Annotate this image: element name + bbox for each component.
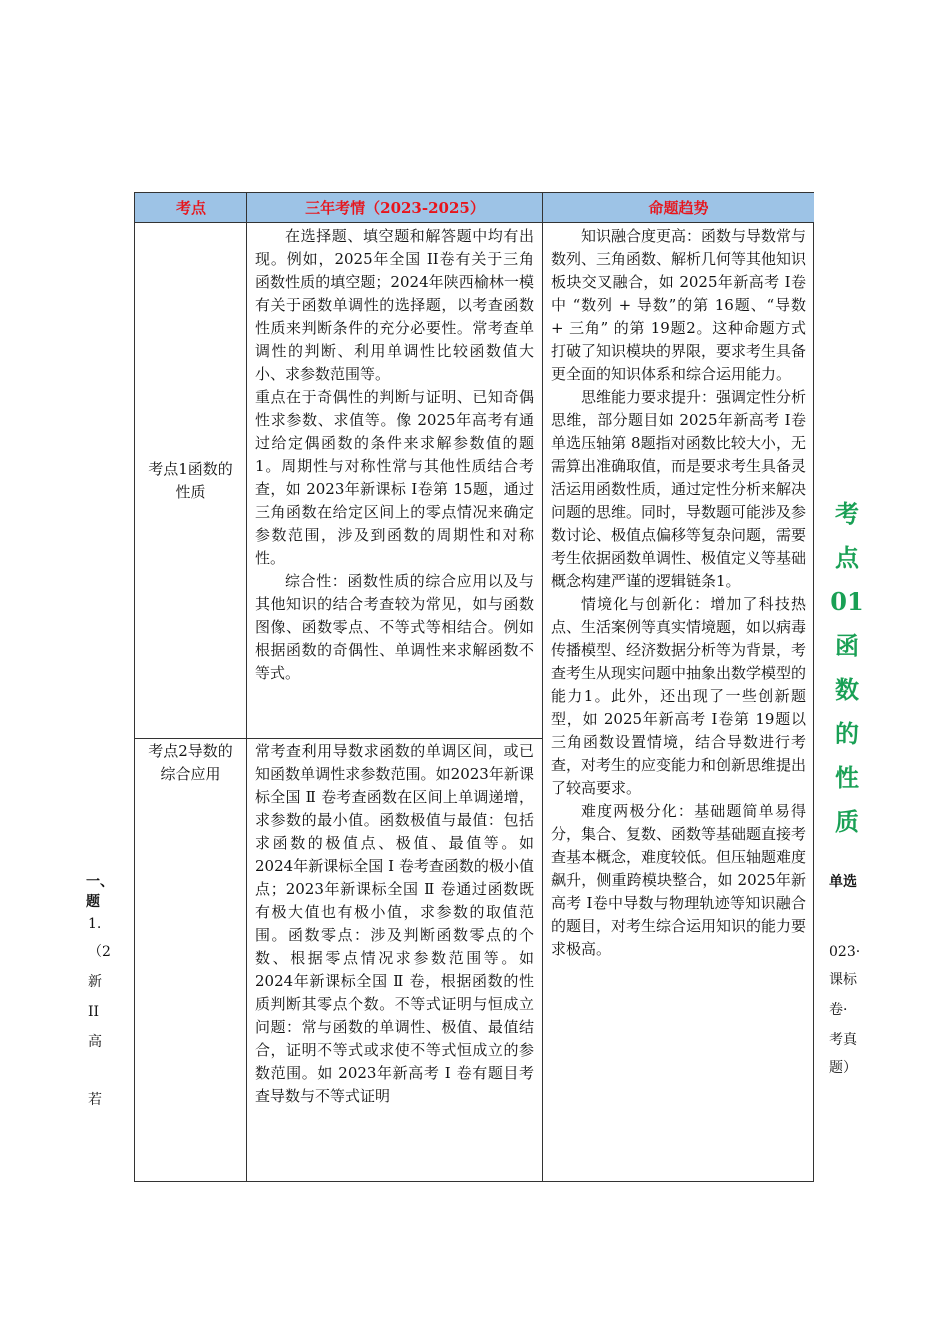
situation-1-para-1: 在选择题、填空题和解答题中均有出现。例如，2025年全国 II卷有关于三角函数性质的填空题；2024年陕西榆林一模有关于函数单调性的选择题，以考查函数性质来判断条件的充分必要性。常考查单调性的判断、利用单调性比较函数值大小、求参数范围等。	[255, 227, 534, 383]
title-char: 函	[835, 631, 859, 660]
title-char: 性	[835, 763, 859, 792]
trend-para-4: 难度两极分化：基础题简单易得分，集合、复数、函数等基础题直接考查基本概念，难度较低。但压轴题难度飙升，侧重跨模块整合，如 2025年新高考 I卷中导数与物理轨迹等知识融合的题目，对考生综合运用知识的能力要求极高。	[551, 802, 807, 958]
title-char: 点	[835, 543, 859, 572]
situation-1-para-3: 综合性：函数性质的综合应用以及与其他知识的结合考查较为常见，如与函数图像、函数零点、不等式等相结合。例如根据函数的奇偶性、单调性来求解函数不等式。	[255, 572, 534, 682]
header-situation: 三年考情（2023-2025）	[247, 193, 543, 223]
situation-1-para-2: 重点在于奇偶性的判断与证明、已知奇偶性求参数、求值等。像 2025年高考有通过给定偶函数的条件来求解参数值的题1。周期性与对称性常与其他性质结合考查，如 2023年新课标 I卷第 15题，通过三角函数在给定区间上的零点情况来确定参数范围，涉及到函数的周期性和对称性。	[255, 388, 534, 567]
side-fragment: 题）	[829, 1060, 857, 1076]
question-number: 1.	[88, 916, 102, 932]
trend-cell	[543, 225, 814, 961]
title-char: 质	[835, 807, 859, 836]
situation-1-cell	[247, 225, 542, 685]
exam-analysis-table	[134, 192, 814, 1182]
title-char: 01	[830, 587, 864, 616]
single-choice-label: 单选	[829, 874, 857, 890]
topic-2-cell	[135, 739, 246, 786]
title-char: 的	[835, 719, 859, 748]
vertical-section-title	[830, 492, 864, 844]
side-fragment: 考真	[829, 1032, 857, 1048]
trend-para-3: 情境化与创新化：增加了科技热点、生活案例等真实情境题，如以病毒传播模型、经济数据分析等为背景，考查考生从现实问题中抽象出数学模型的能力1。此外，还出现了一些创新题型，如 2025年新高考 I卷第 19题以三角函数设置情境，结合导数进行考查，对考生的应变能力和创新思维提出了较高要求。	[551, 595, 807, 797]
section-heading-fragment: 一、	[86, 874, 114, 890]
situation-2-cell	[247, 740, 542, 1108]
topic-2-label: 考点2导数的综合应用	[148, 742, 233, 783]
header-trend: 命题趋势	[543, 193, 814, 223]
header-topic: 考点	[135, 193, 247, 223]
left-fragment: 若	[88, 1092, 102, 1108]
left-fragment: （2	[88, 944, 111, 960]
left-fragment: 新	[88, 974, 102, 990]
topic-1-label: 考点1函数的性质	[148, 459, 233, 501]
trend-para-2: 思维能力要求提升：强调定性分析思维，部分题目如 2025年新高考 I卷单选压轴第 8题指对函数比较大小，无需算出准确取值，而是要求考生具备灵活运用函数性质，通过定性分析来解决问题的思维。同时，导数题可能涉及参数讨论、极值点偏移等复杂问题，需要考生依据函数单调性、极值定义等基础概念构建严谨的逻辑链条1。	[551, 388, 807, 590]
side-fragment: 023·	[829, 944, 861, 960]
situation-2-para-1: 常考查利用导数求函数的单调区间，或已知函数单调性求参数范围。如2023年新课标全国 Ⅱ 卷考查函数在区间上单调递增，求参数的最小值。函数极值与最值：包括求函数的极值点、极值、最值等。如 2024年新课标全国 Ⅰ 卷考查函数的极小值点；2023年新课标全国 Ⅱ 卷通过函数既有极大值也有极小值，求参数的取值范围。函数零点：涉及判断函数零点的个数、根据零点情况求参数范围等。如 2024年新课标全国 Ⅱ 卷，根据函数的性质判断其零点个数。不等式证明与恒成立问题：常与函数的单调性、极值、最值结合，证明不等式或求使不等式恒成立的参数范围。如 2023年新高考 Ⅰ 卷有题目考查导数与不等式证明	[255, 742, 534, 1105]
side-fragment: 课标	[829, 972, 857, 988]
side-fragment: 卷·	[829, 1002, 848, 1018]
section-heading-fragment: 题	[86, 894, 100, 910]
left-fragment: 高	[88, 1034, 102, 1050]
left-fragment: II	[88, 1004, 100, 1020]
trend-para-1: 知识融合度更高：函数与导数常与数列、三角函数、解析几何等其他知识板块交叉融合，如 2025年新高考 I卷中 “数列 + 导数”的第 16题、“导数 + 三角” 的第 19题2。这种命题方式打破了知识模块的界限，要求考生具备更全面的知识体系和综合运用能力。	[551, 227, 807, 383]
topic-1-cell	[135, 223, 246, 738]
title-char: 考	[835, 499, 859, 528]
title-char: 数	[835, 675, 859, 704]
